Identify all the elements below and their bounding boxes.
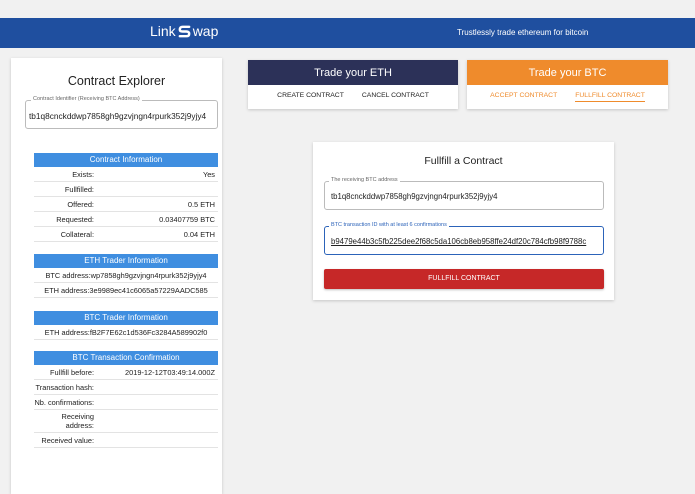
btc-transaction-header: BTC Transaction Confirmation [34, 351, 218, 365]
trade-btc-tabs [467, 85, 668, 108]
logo-text-right: wap [192, 23, 219, 39]
logo-text-left: Link [150, 23, 176, 39]
trade-eth-header: Trade your ETH [248, 60, 458, 85]
receiving-btc-address-field[interactable] [324, 177, 604, 210]
btc-tx-row [34, 433, 218, 448]
contract-info-row [34, 197, 218, 212]
row-key: Fullfilled: [64, 184, 94, 194]
trade-eth-card [248, 60, 458, 109]
row-key: Transaction hash: [35, 382, 94, 392]
eth-trader-section [34, 254, 218, 298]
eth-trader-header: ETH Trader Information [34, 254, 218, 268]
contract-explorer-panel [11, 58, 222, 494]
row-key: Nb. confirmations: [34, 397, 94, 407]
btc-transaction-id-label: BTC transaction ID with at least 6 confirmations [331, 222, 447, 228]
row-key: ETH address: [44, 327, 90, 337]
btc-transaction-id-value[interactable]: b9479e44b3c5fb225dee2f68c5da106cb8eb958ffe24df20c784cfb98f9788c [331, 237, 587, 246]
row-value: 2019-12-12T03:49:14.000Z [125, 367, 215, 377]
row-value: wp7858gh9gzvjngn4rpurk352j9yjy4 [90, 270, 207, 280]
app-logo[interactable] [150, 23, 218, 39]
btc-trader-section [34, 311, 218, 340]
row-key: Requested: [56, 214, 94, 224]
fulfill-contract-button[interactable]: FULLFILL CONTRACT [324, 269, 604, 289]
row-value: Yes [202, 169, 215, 179]
fulfill-contract-card [313, 142, 614, 300]
eth-trader-eth-row [34, 283, 218, 298]
tab-accept-contract[interactable]: ACCEPT CONTRACT [490, 92, 558, 99]
contract-info-row [34, 167, 218, 182]
contract-information-header: Contract Information [34, 153, 218, 167]
tagline: Trustlessly trade ethereum for bitcoin [457, 28, 589, 37]
contract-info-row [34, 227, 218, 242]
contract-explorer-title: Contract Explorer [67, 74, 166, 88]
btc-transaction-id-field[interactable] [324, 222, 604, 255]
contract-info-row [34, 212, 218, 227]
contract-info-row [34, 182, 218, 197]
btc-tx-row [34, 380, 218, 395]
row-key: Received value: [41, 435, 94, 445]
row-value: 3e9989ec41c6065a57229AADC585 [89, 285, 208, 295]
row-key: Collateral: [60, 229, 94, 239]
contract-id-label: Contract Identifier (Receiving BTC Address) [33, 96, 140, 102]
tab-fulfill-contract[interactable]: FULLFILL CONTRACT [575, 92, 645, 102]
receiving-btc-address-value[interactable]: tb1q8cnckddwp7858gh9gzvjngn4rpurk352j9yjy4 [331, 192, 498, 201]
btc-trader-eth-row [34, 325, 218, 340]
row-key: Fullfill before: [50, 367, 94, 377]
top-nav-bar [0, 18, 695, 48]
contract-id-value[interactable]: tb1q8cnckddwp7858gh9gzvjngn4rpurk352j9yjy4 [29, 111, 207, 121]
trade-eth-tabs [248, 85, 458, 108]
tab-create-contract[interactable]: CREATE CONTRACT [277, 92, 344, 99]
row-value: 0.04 ETH [183, 229, 215, 239]
btc-tx-row [34, 410, 218, 433]
row-key: Offered: [67, 199, 94, 209]
row-key: Exists: [72, 169, 94, 179]
contract-id-input[interactable] [25, 96, 218, 129]
trade-btc-card [467, 60, 668, 109]
contract-information-section [34, 153, 218, 242]
row-value: 0.5 ETH [187, 199, 215, 209]
btc-tx-row [34, 365, 218, 380]
btc-transaction-section [34, 351, 218, 448]
row-key: BTC address: [45, 270, 91, 280]
trade-btc-header: Trade your BTC [467, 60, 668, 85]
swap-s-icon [177, 24, 192, 39]
btc-tx-row [34, 395, 218, 410]
eth-trader-btc-row [34, 268, 218, 283]
btc-trader-header: BTC Trader Information [34, 311, 218, 325]
row-key: Receiving address: [61, 412, 94, 430]
fulfill-contract-title: Fullfill a Contract [424, 155, 503, 167]
row-value: 0.03407759 BTC [159, 214, 215, 224]
tab-cancel-contract[interactable]: CANCEL CONTRACT [361, 92, 429, 99]
receiving-btc-address-label: The receiving BTC address [331, 177, 398, 183]
row-key: ETH address: [44, 285, 90, 295]
row-value: fB2F7E62c1d536Fc3284A589902f0 [89, 327, 208, 337]
